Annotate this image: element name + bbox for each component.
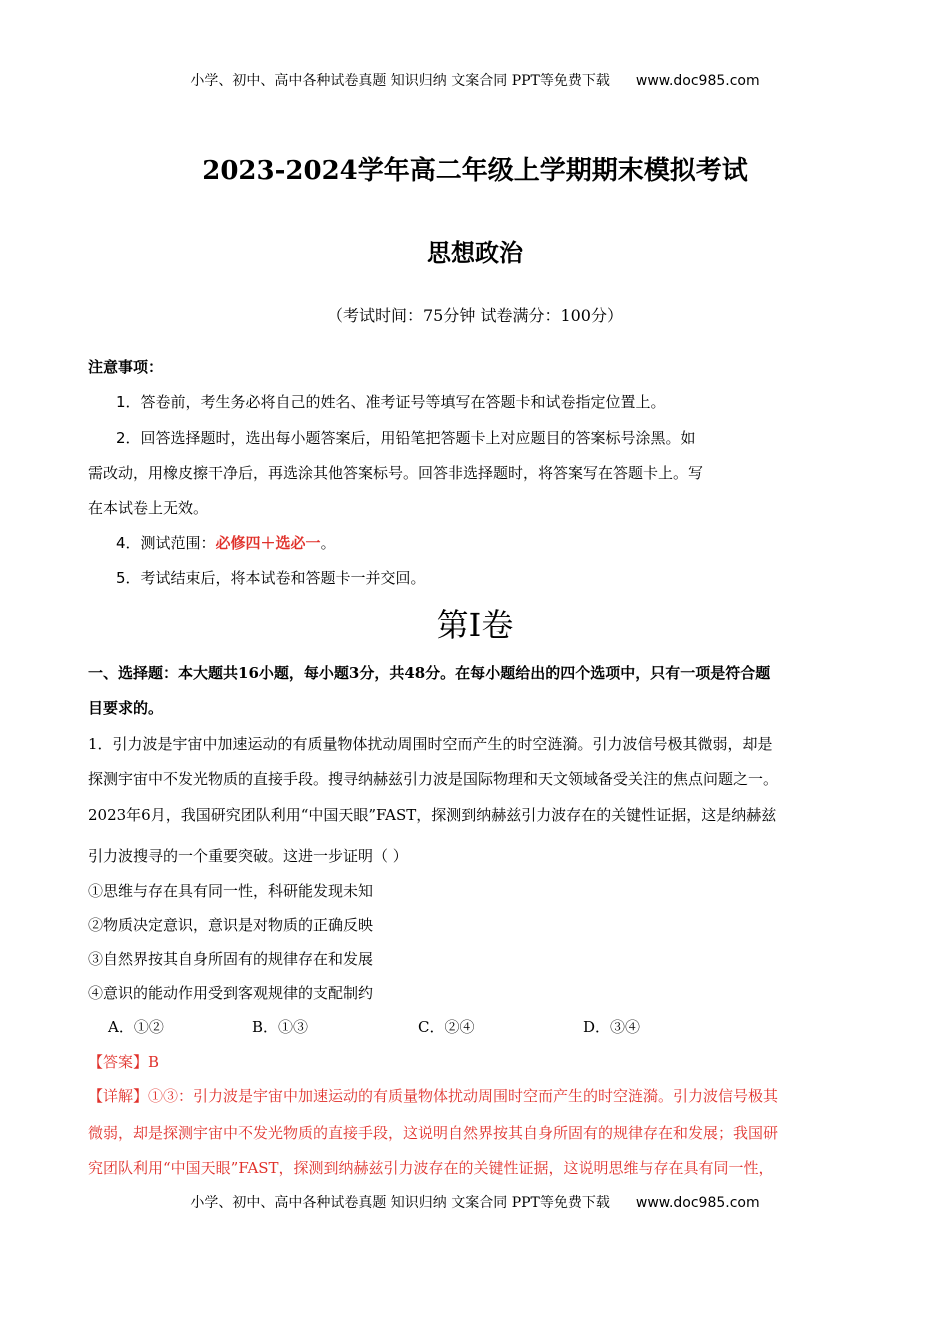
question-1-line-4: 引力波搜寻的一个重要突破。这进一步证明（ ）	[88, 847, 408, 865]
notice-item-5: 5．考试结束后，将本试卷和答题卡一并交回。	[116, 569, 426, 587]
header-site-link[interactable]: www.doc985.com	[635, 73, 760, 89]
volume-heading: 第Ⅰ卷	[436, 606, 514, 644]
detail-line-2: 微弱，却是探测宇宙中不发光物质的直接手段，这说明自然界按其自身所固有的规律存在和发展；我国研	[88, 1124, 779, 1142]
notice-item-2-line-3: 在本试卷上无效。	[88, 499, 209, 517]
header-text: 小学、初中、高中各种试卷真题 知识归纳 文案合同 PPT等免费下载	[190, 73, 610, 89]
notice-item-4	[116, 532, 336, 553]
footer-site-link[interactable]: www.doc985.com	[635, 1195, 760, 1211]
option-b: B．①③	[252, 1018, 309, 1036]
test-range: 必修四＋选必一	[215, 534, 321, 552]
question-1-line-1: 1．引力波是宇宙中加速运动的有质量物体扰动周围时空而产生的时空涟漪。引力波信号极其微弱，却是	[88, 735, 773, 753]
statement-3: ③自然界按其自身所固有的规律存在和发展	[88, 950, 374, 968]
statement-4: ④意识的能动作用受到客观规律的支配制约	[88, 984, 374, 1002]
question-1-line-3: 2023年6月，我国研究团队利用“中国天眼”FAST，探测到纳赫兹引力波存在的关键性证据，这是纳赫兹	[88, 806, 777, 824]
exam-info: （考试时间：75分钟 试卷满分：100分）	[327, 306, 623, 325]
page-footer	[0, 1192, 950, 1212]
statement-2: ②物质决定意识，意识是对物质的正确反映	[88, 916, 374, 934]
question-1-line-2: 探测宇宙中不发光物质的直接手段。搜寻纳赫兹引力波是国际物理和天文领域备受关注的焦点问题之一。	[88, 770, 779, 788]
section-heading-line-1: 一、选择题：本大题共16小题，每小题3分，共48分。在每小题给出的四个选项中，只有一项是符合题	[88, 664, 771, 682]
statement-1: ①思维与存在具有同一性，科研能发现未知	[88, 882, 374, 900]
subject-title: 思想政治	[427, 239, 523, 267]
footer-text: 小学、初中、高中各种试卷真题 知识归纳 文案合同 PPT等免费下载	[190, 1195, 610, 1211]
notice-item-2-line-2: 需改动，用橡皮擦干净后，再选涂其他答案标号。回答非选择题时，将答案写在答题卡上。写	[88, 464, 704, 482]
option-d: D．③④	[583, 1018, 641, 1036]
detail-line-1: 【详解】①③：引力波是宇宙中加速运动的有质量物体扰动周围时空而产生的时空涟漪。引力波信号极其	[88, 1087, 779, 1105]
notice-item-2-line-1: 2．回答选择题时，选出每小题答案后，用铅笔把答题卡上对应题目的答案标号涂黑。如	[116, 429, 696, 447]
page-header	[0, 70, 950, 90]
detail-line-3: 究团队利用“中国天眼”FAST，探测到纳赫兹引力波存在的关键性证据，这说明思维与存在具有同一性，	[88, 1159, 774, 1177]
notice-item-4-prefix: 4．测试范围：	[116, 534, 216, 552]
notice-item-4-suffix: 。	[320, 534, 336, 552]
option-a: A．①②	[108, 1018, 164, 1036]
option-c: C．②④	[418, 1018, 475, 1036]
section-heading-line-2: 目要求的。	[88, 699, 164, 717]
notice-heading: 注意事项：	[88, 358, 164, 376]
notice-item-1: 1．答卷前，考生务必将自己的姓名、准考证号等填写在答题卡和试卷指定位置上。	[116, 393, 666, 411]
answer-line: 【答案】B	[88, 1053, 160, 1071]
exam-title: 2023-2024学年高二年级上学期期末模拟考试	[202, 156, 748, 186]
